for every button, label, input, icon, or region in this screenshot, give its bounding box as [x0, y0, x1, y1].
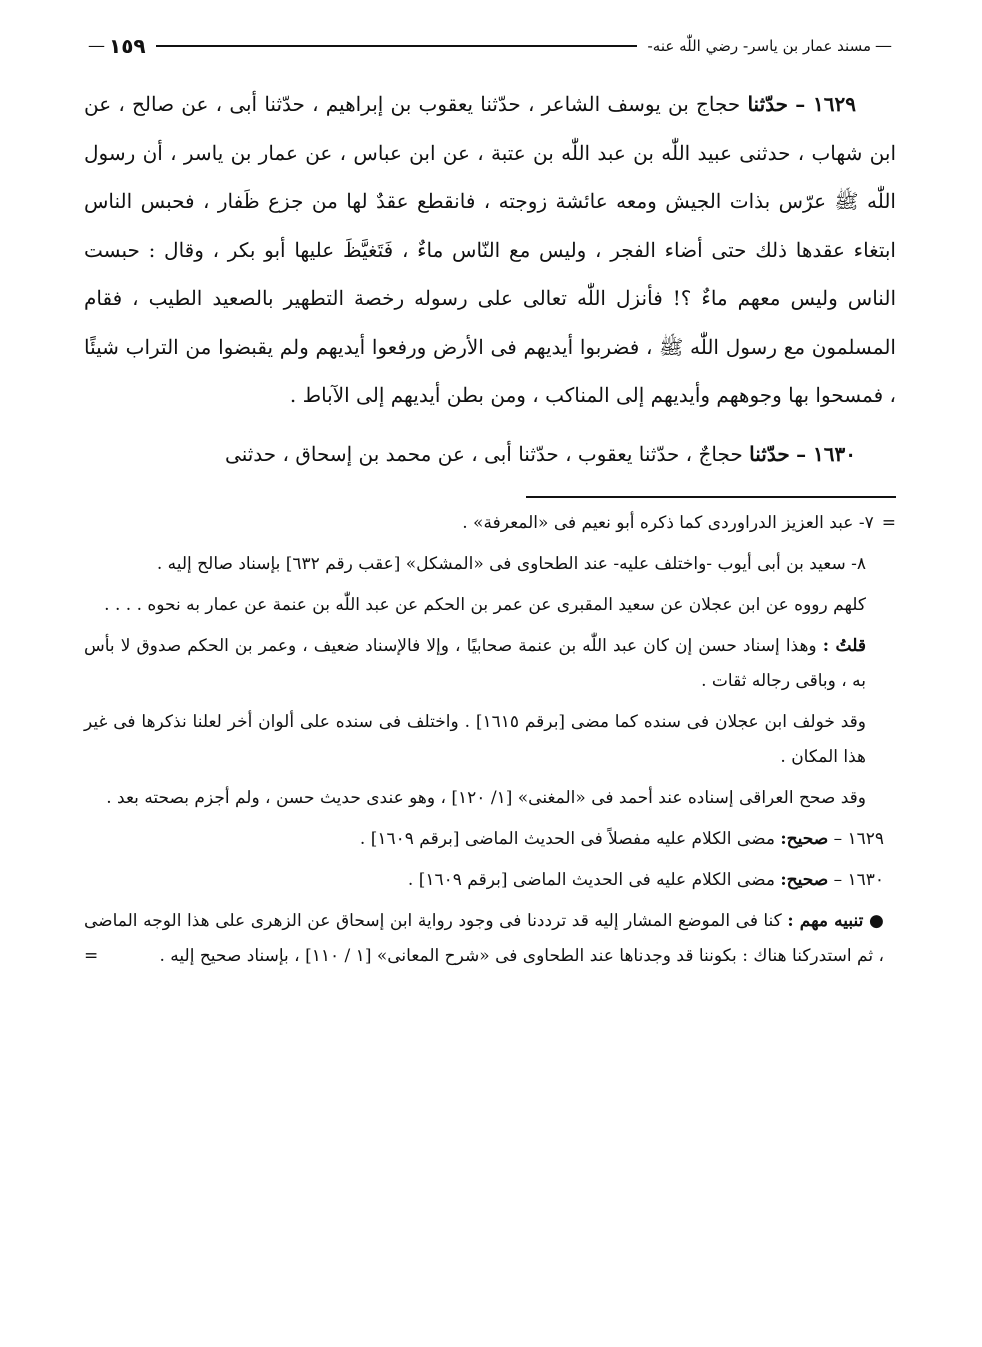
footnote-text: ٨- سعيد بن أبى أيوب -واختلف عليه- عند الطحاوى فى «المشكل» [عقب رقم ٦٣٢] بإسناد صالح إليه .: [156, 554, 866, 574]
footnote-item: [84, 588, 896, 623]
footnote-item: [84, 705, 896, 775]
continuation-mark: =: [84, 946, 99, 966]
footnote-text: وقد صحح العراقى إسناده عند أحمد فى «المغنى» [١/ ١٢٠] ، وهو عندى حديث حسن ، ولم أجزم بصحته بعد .: [106, 788, 866, 808]
footnote-item: [84, 547, 896, 582]
footnote-text: وقد خولف ابن عجلان فى سنده كما مضى [برقم ١٦١٥] . واختلف فى سنده على ألوان أخر لعلنا نذكرها فى غير هذا المكان .: [84, 712, 866, 767]
ruling-text: مضى الكلام عليه فى الحديث الماضى [برقم ١٦٠٩] .: [407, 870, 775, 890]
continuation-mark: =: [881, 513, 896, 533]
header-dash-left: —: [88, 36, 105, 56]
hadith-text: حجاج بن يوسف الشاعر ، حدّثنا يعقوب بن إبراهيم ، حدّثنا أبى ، عن صالح ، عن ابن شهاب ، حدثنى عبيد اللّٰه بن عبد اللّٰه بن عتبة ، عن ابن عباس ، عن عمار بن ياسر ، أن رسول اللّٰه ﷺ عرّس بذات الجيش ومعه عائشة زوجته ، فانقطع عقدٌ لها من جزع ظَفار ، فحبس الناس ابتغاء عقدها ذلك حتى أضاء الفجر ، وليس مع النّاس ماءٌ ، فَتَغيَّظَ عليها أبو بكر ، وقال : حبست الناس وليس معهم ماءٌ ؟! فأنزل اللّٰه تعالى على رسوله رخصة التطهير بالصعيد الطيب ، فقام المسلمون مع رسول اللّٰه ﷺ ، فضربوا أيديهم فى الأرض ورفعوا أيديهم ولم يقبضوا من التراب شيئًا ، فمسحوا بها وجوههم وأيديهم إلى المناكب ، ومن بطن أيديهم إلى الآباط .: [84, 92, 896, 407]
running-header: [84, 26, 896, 66]
ruling-label: صحيح:: [780, 870, 829, 890]
main-text: [84, 80, 896, 478]
page-number: ١٥٩: [109, 34, 146, 58]
header-rule: [156, 45, 638, 47]
footnote-text: وهذا إسناد حسن إن كان عبد اللّٰه بن عنمة صحابيًا ، وإلا فالإسناد ضعيف ، وعمر بن الحكم صدوق لا بأس به ، وباقى رجاله ثقات .: [84, 636, 866, 691]
running-title: مسند عمار بن ياسر- رضي اللّٰه عنه-: [647, 37, 871, 55]
ruling-text: مضى الكلام عليه مفصلاً فى الحديث الماضى [برقم ١٦٠٩] .: [359, 829, 775, 849]
footnote-text: ٧- عبد العزيز الدراوردى كما ذكره أبو نعيم فى «المعرفة» .: [462, 513, 874, 533]
footnote-label: قلتُ :: [822, 636, 867, 656]
bullet-icon: ●: [868, 911, 885, 931]
hadith-lead-word: حدّثنا: [747, 92, 789, 116]
important-note: [84, 904, 896, 974]
hadith-lead-word: حدّثنا: [749, 441, 790, 466]
ruling-number: ١٦٣٠ –: [833, 870, 884, 890]
important-note-text: كنا فى الموضع المشار إليه قد ترددنا فى وجود رواية ابن إسحاق عن الزهرى على هذا الوجه الماضى ، ثم استدركنا هناك : بكوننا قد وجدناها عند الطحاوى فى «شرح المعانى» [١ / ١١٠] ، بإسناد صحيح إليه .: [84, 911, 884, 966]
book-page: [84, 26, 896, 1316]
hadith-1629: [84, 80, 896, 420]
footnote-separator: [526, 496, 896, 498]
hadith-1630: [84, 430, 896, 479]
hadith-number: ١٦٣٠ –: [796, 441, 856, 466]
ruling-number: ١٦٢٩ –: [833, 829, 884, 849]
important-note-label: تنبيه مهم :: [787, 911, 864, 931]
ruling-1630: [84, 863, 896, 898]
header-dash-right: —: [875, 36, 892, 56]
ruling-label: صحيح:: [780, 829, 829, 849]
footnote-text: كلهم رووه عن ابن عجلان عن سعيد المقبرى عن عمر بن الحكم عن عبد اللّٰه بن عنمة عن عمار به نحوه . . . .: [104, 595, 866, 615]
footnotes: [84, 506, 896, 974]
footnote-item: [84, 781, 896, 816]
footnote-item: [84, 629, 896, 699]
hadith-text: حجاجٌ ، حدّثنا يعقوب ، حدّثنا أبى ، عن محمد بن إسحاق ، حدثنى: [225, 441, 743, 466]
ruling-1629: [84, 822, 896, 857]
footnote-item: [84, 506, 896, 541]
hadith-number: ١٦٢٩ –: [795, 92, 856, 116]
